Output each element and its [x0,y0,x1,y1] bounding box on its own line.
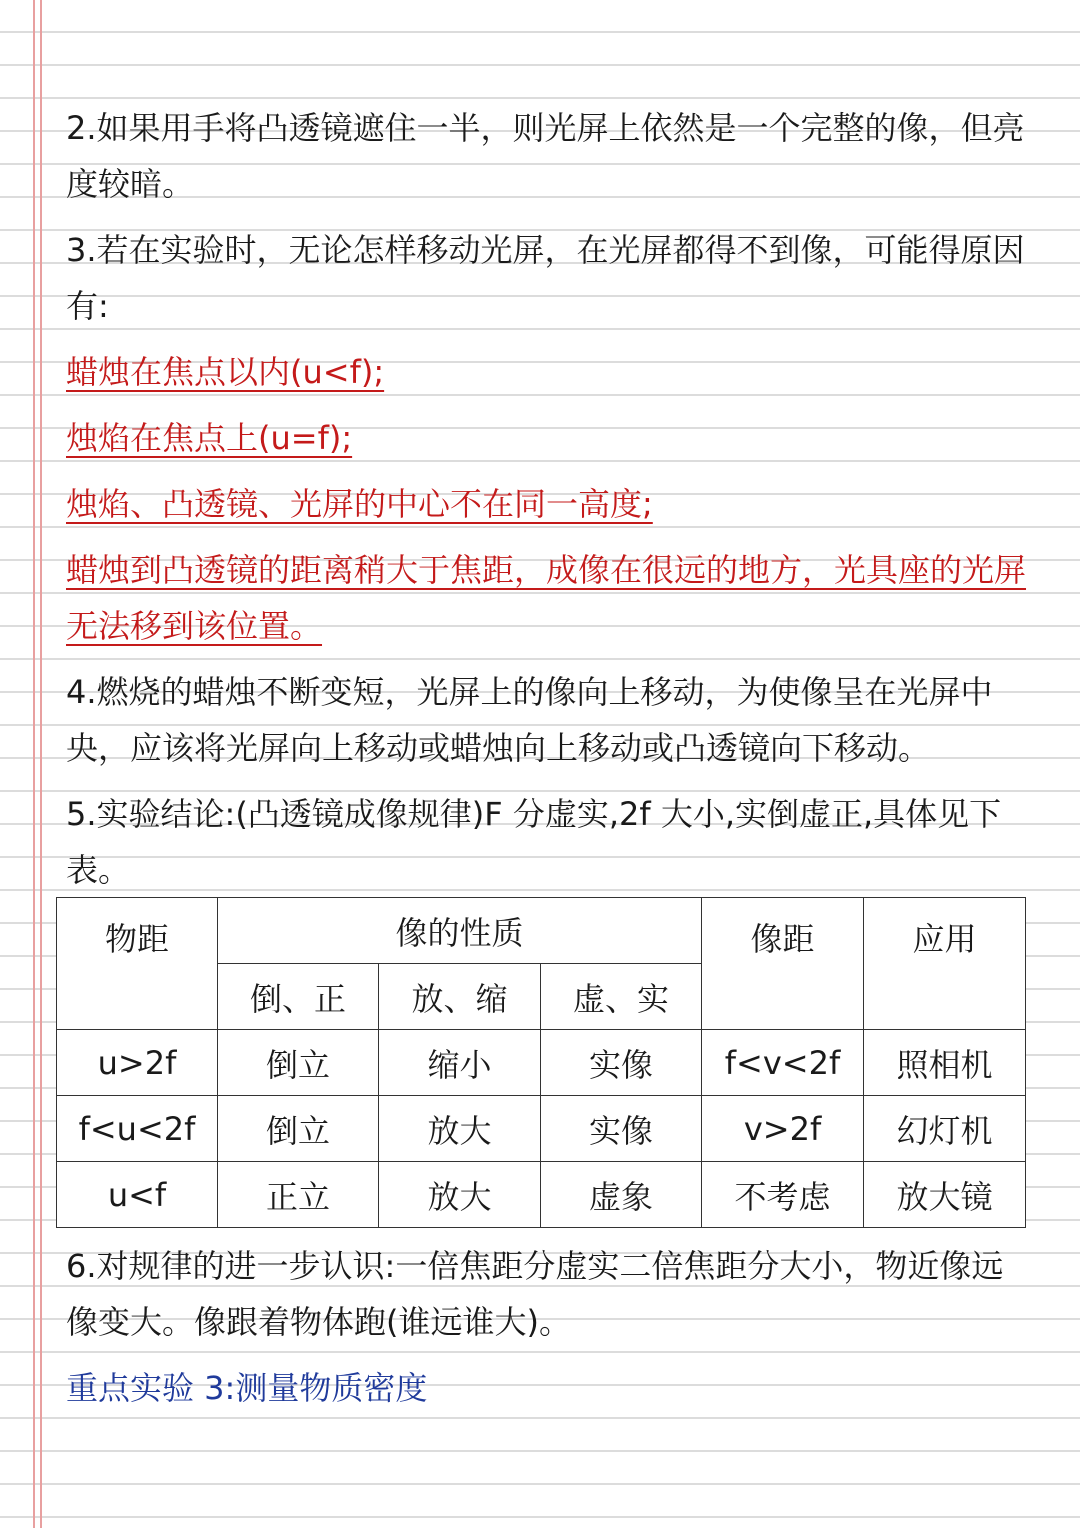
table-row [57,1096,1026,1162]
reason-4-text: 蜡烛到凸透镜的距离稍大于焦距，成像在很远的地方，光具座的光屏无法移到该位置。 [66,551,1027,645]
reason-3-text: 烛焰、凸透镜、光屏的中心不在同一高度; [66,485,653,523]
notebook-margin-line [33,0,35,1528]
table-cell: 幻灯机 [864,1096,1026,1162]
reason-3 [66,476,1026,532]
subheader-size: 放、缩 [379,964,541,1030]
paragraph-5: 5.实验结论:(凸透镜成像规律)F 分虚实,2f 大小,实倒虚正,具体见下表。 [66,795,1002,889]
table-row [57,1162,1026,1228]
table-cell: 缩小 [379,1030,541,1096]
table-cell: 放大镜 [864,1162,1026,1228]
table-cell: v>2f [702,1096,864,1162]
table-cell: 放大 [379,1096,541,1162]
table-cell: f<v<2f [702,1030,864,1096]
paragraph-4: 4.燃烧的蜡烛不断变短，光屏上的像向上移动，为使像呈在光屏中央，应该将光屏向上移动或蜡烛向上移动或凸透镜向下移动。 [66,673,993,767]
notes-content-continued [66,1238,1026,1416]
table-cell: 倒立 [218,1096,379,1162]
section-heading: 重点实验 3:测量物质密度 [66,1369,428,1407]
reason-4 [66,542,1026,654]
table-cell: 照相机 [864,1030,1026,1096]
lens-imaging-table [56,897,1026,1228]
table-cell: u>2f [57,1030,218,1096]
subheader-orientation: 倒、正 [218,964,379,1030]
header-image-distance: 像距 [702,898,864,1030]
notes-content [66,100,1026,898]
table-cell: 放大 [379,1162,541,1228]
table-cell: 虚象 [541,1162,702,1228]
paragraph-6: 6.对规律的进一步认识:一倍焦距分虚实二倍焦距分大小，物近像远像变大。像跟着物体跑(谁远谁大)。 [66,1247,1004,1341]
paragraph-3: 3.若在实验时，无论怎样移动光屏，在光屏都得不到像，可能得原因有: [66,231,1025,325]
table-cell: 倒立 [218,1030,379,1096]
reason-2 [66,410,1026,466]
header-object-distance: 物距 [57,898,218,1030]
table-header-row [57,898,1026,964]
header-application: 应用 [864,898,1026,1030]
reason-1 [66,344,1026,400]
subheader-real-virtual: 虚、实 [541,964,702,1030]
reason-2-text: 烛焰在焦点上(u=f); [66,419,353,457]
reason-1-text: 蜡烛在焦点以内(u<f); [66,353,385,391]
table-cell: f<u<2f [57,1096,218,1162]
header-image-nature: 像的性质 [218,898,702,964]
table-cell: 实像 [541,1030,702,1096]
table-cell: 正立 [218,1162,379,1228]
table-cell: u<f [57,1162,218,1228]
paragraph-2: 2.如果用手将凸透镜遮住一半，则光屏上依然是一个完整的像，但亮度较暗。 [66,109,1025,203]
table-cell: 实像 [541,1096,702,1162]
table-cell: 不考虑 [702,1162,864,1228]
notebook-margin-line [40,0,42,1528]
table-row [57,1030,1026,1096]
